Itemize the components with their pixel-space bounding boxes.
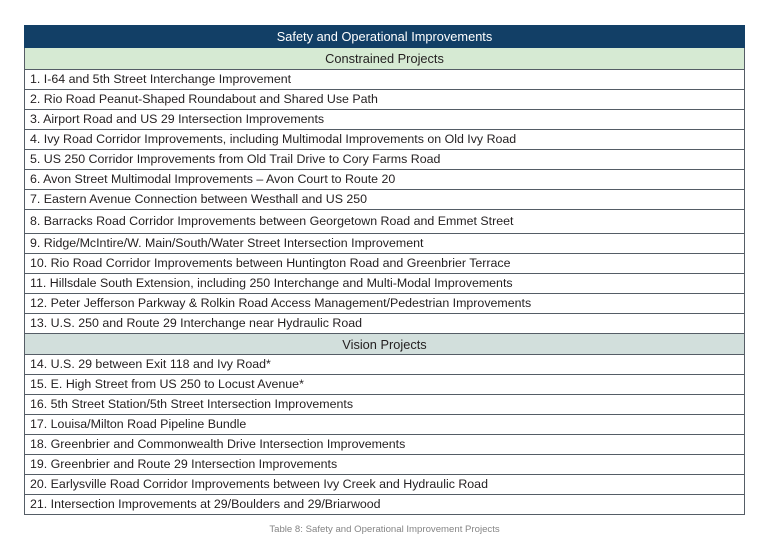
project-cell: 5. US 250 Corridor Improvements from Old Trail Drive to Cory Farms Road (25, 150, 745, 170)
table-row (25, 274, 745, 294)
project-cell: 13. U.S. 250 and Route 29 Interchange near Hydraulic Road (25, 314, 745, 334)
table-row (25, 130, 745, 150)
improvements-table (24, 25, 745, 515)
project-cell: 21. Intersection Improvements at 29/Boulders and 29/Briarwood (25, 495, 745, 515)
table-title: Safety and Operational Improvements (25, 26, 745, 48)
project-cell: 19. Greenbrier and Route 29 Intersection Improvements (25, 455, 745, 475)
table-row (25, 375, 745, 395)
table-row (25, 234, 745, 254)
project-cell: 10. Rio Road Corridor Improvements between Huntington Road and Greenbrier Terrace (25, 254, 745, 274)
table-title-row (25, 26, 745, 48)
project-cell: 3. Airport Road and US 29 Intersection Improvements (25, 110, 745, 130)
table-row (25, 455, 745, 475)
project-cell: 9. Ridge/McIntire/W. Main/South/Water Street Intersection Improvement (25, 234, 745, 254)
project-cell: 11. Hillsdale South Extension, including 250 Interchange and Multi-Modal Improvements (25, 274, 745, 294)
table-row (25, 254, 745, 274)
constrained-header-row (25, 48, 745, 70)
table-caption: Table 8: Safety and Operational Improvement Projects (269, 524, 500, 535)
project-cell: 7. Eastern Avenue Connection between Westhall and US 250 (25, 190, 745, 210)
table-row (25, 110, 745, 130)
vision-projects-header: Vision Projects (25, 334, 745, 355)
project-cell: 1. I-64 and 5th Street Interchange Improvement (25, 70, 745, 90)
table-row (25, 170, 745, 190)
project-cell: 15. E. High Street from US 250 to Locust Avenue* (25, 375, 745, 395)
table-row (25, 210, 745, 234)
project-cell: 6. Avon Street Multimodal Improvements – Avon Court to Route 20 (25, 170, 745, 190)
project-cell: 16. 5th Street Station/5th Street Intersection Improvements (25, 395, 745, 415)
project-cell: 2. Rio Road Peanut-Shaped Roundabout and Shared Use Path (25, 90, 745, 110)
table-row (25, 475, 745, 495)
project-cell: 18. Greenbrier and Commonwealth Drive Intersection Improvements (25, 435, 745, 455)
table-row (25, 395, 745, 415)
table-row (25, 435, 745, 455)
table-row (25, 90, 745, 110)
constrained-projects-header: Constrained Projects (25, 48, 745, 70)
project-cell: 20. Earlysville Road Corridor Improvements between Ivy Creek and Hydraulic Road (25, 475, 745, 495)
table-row (25, 150, 745, 170)
vision-header-row (25, 334, 745, 355)
project-cell: 17. Louisa/Milton Road Pipeline Bundle (25, 415, 745, 435)
table-row (25, 294, 745, 314)
table-row (25, 314, 745, 334)
table-row (25, 415, 745, 435)
project-cell: 12. Peter Jefferson Parkway & Rolkin Road Access Management/Pedestrian Improvements (25, 294, 745, 314)
project-cell: 8. Barracks Road Corridor Improvements between Georgetown Road and Emmet Street (25, 210, 745, 234)
project-cell: 4. Ivy Road Corridor Improvements, including Multimodal Improvements on Old Ivy Road (25, 130, 745, 150)
table-row (25, 70, 745, 90)
project-cell: 14. U.S. 29 between Exit 118 and Ivy Road* (25, 355, 745, 375)
table-row (25, 355, 745, 375)
table-row (25, 190, 745, 210)
table-row (25, 495, 745, 515)
